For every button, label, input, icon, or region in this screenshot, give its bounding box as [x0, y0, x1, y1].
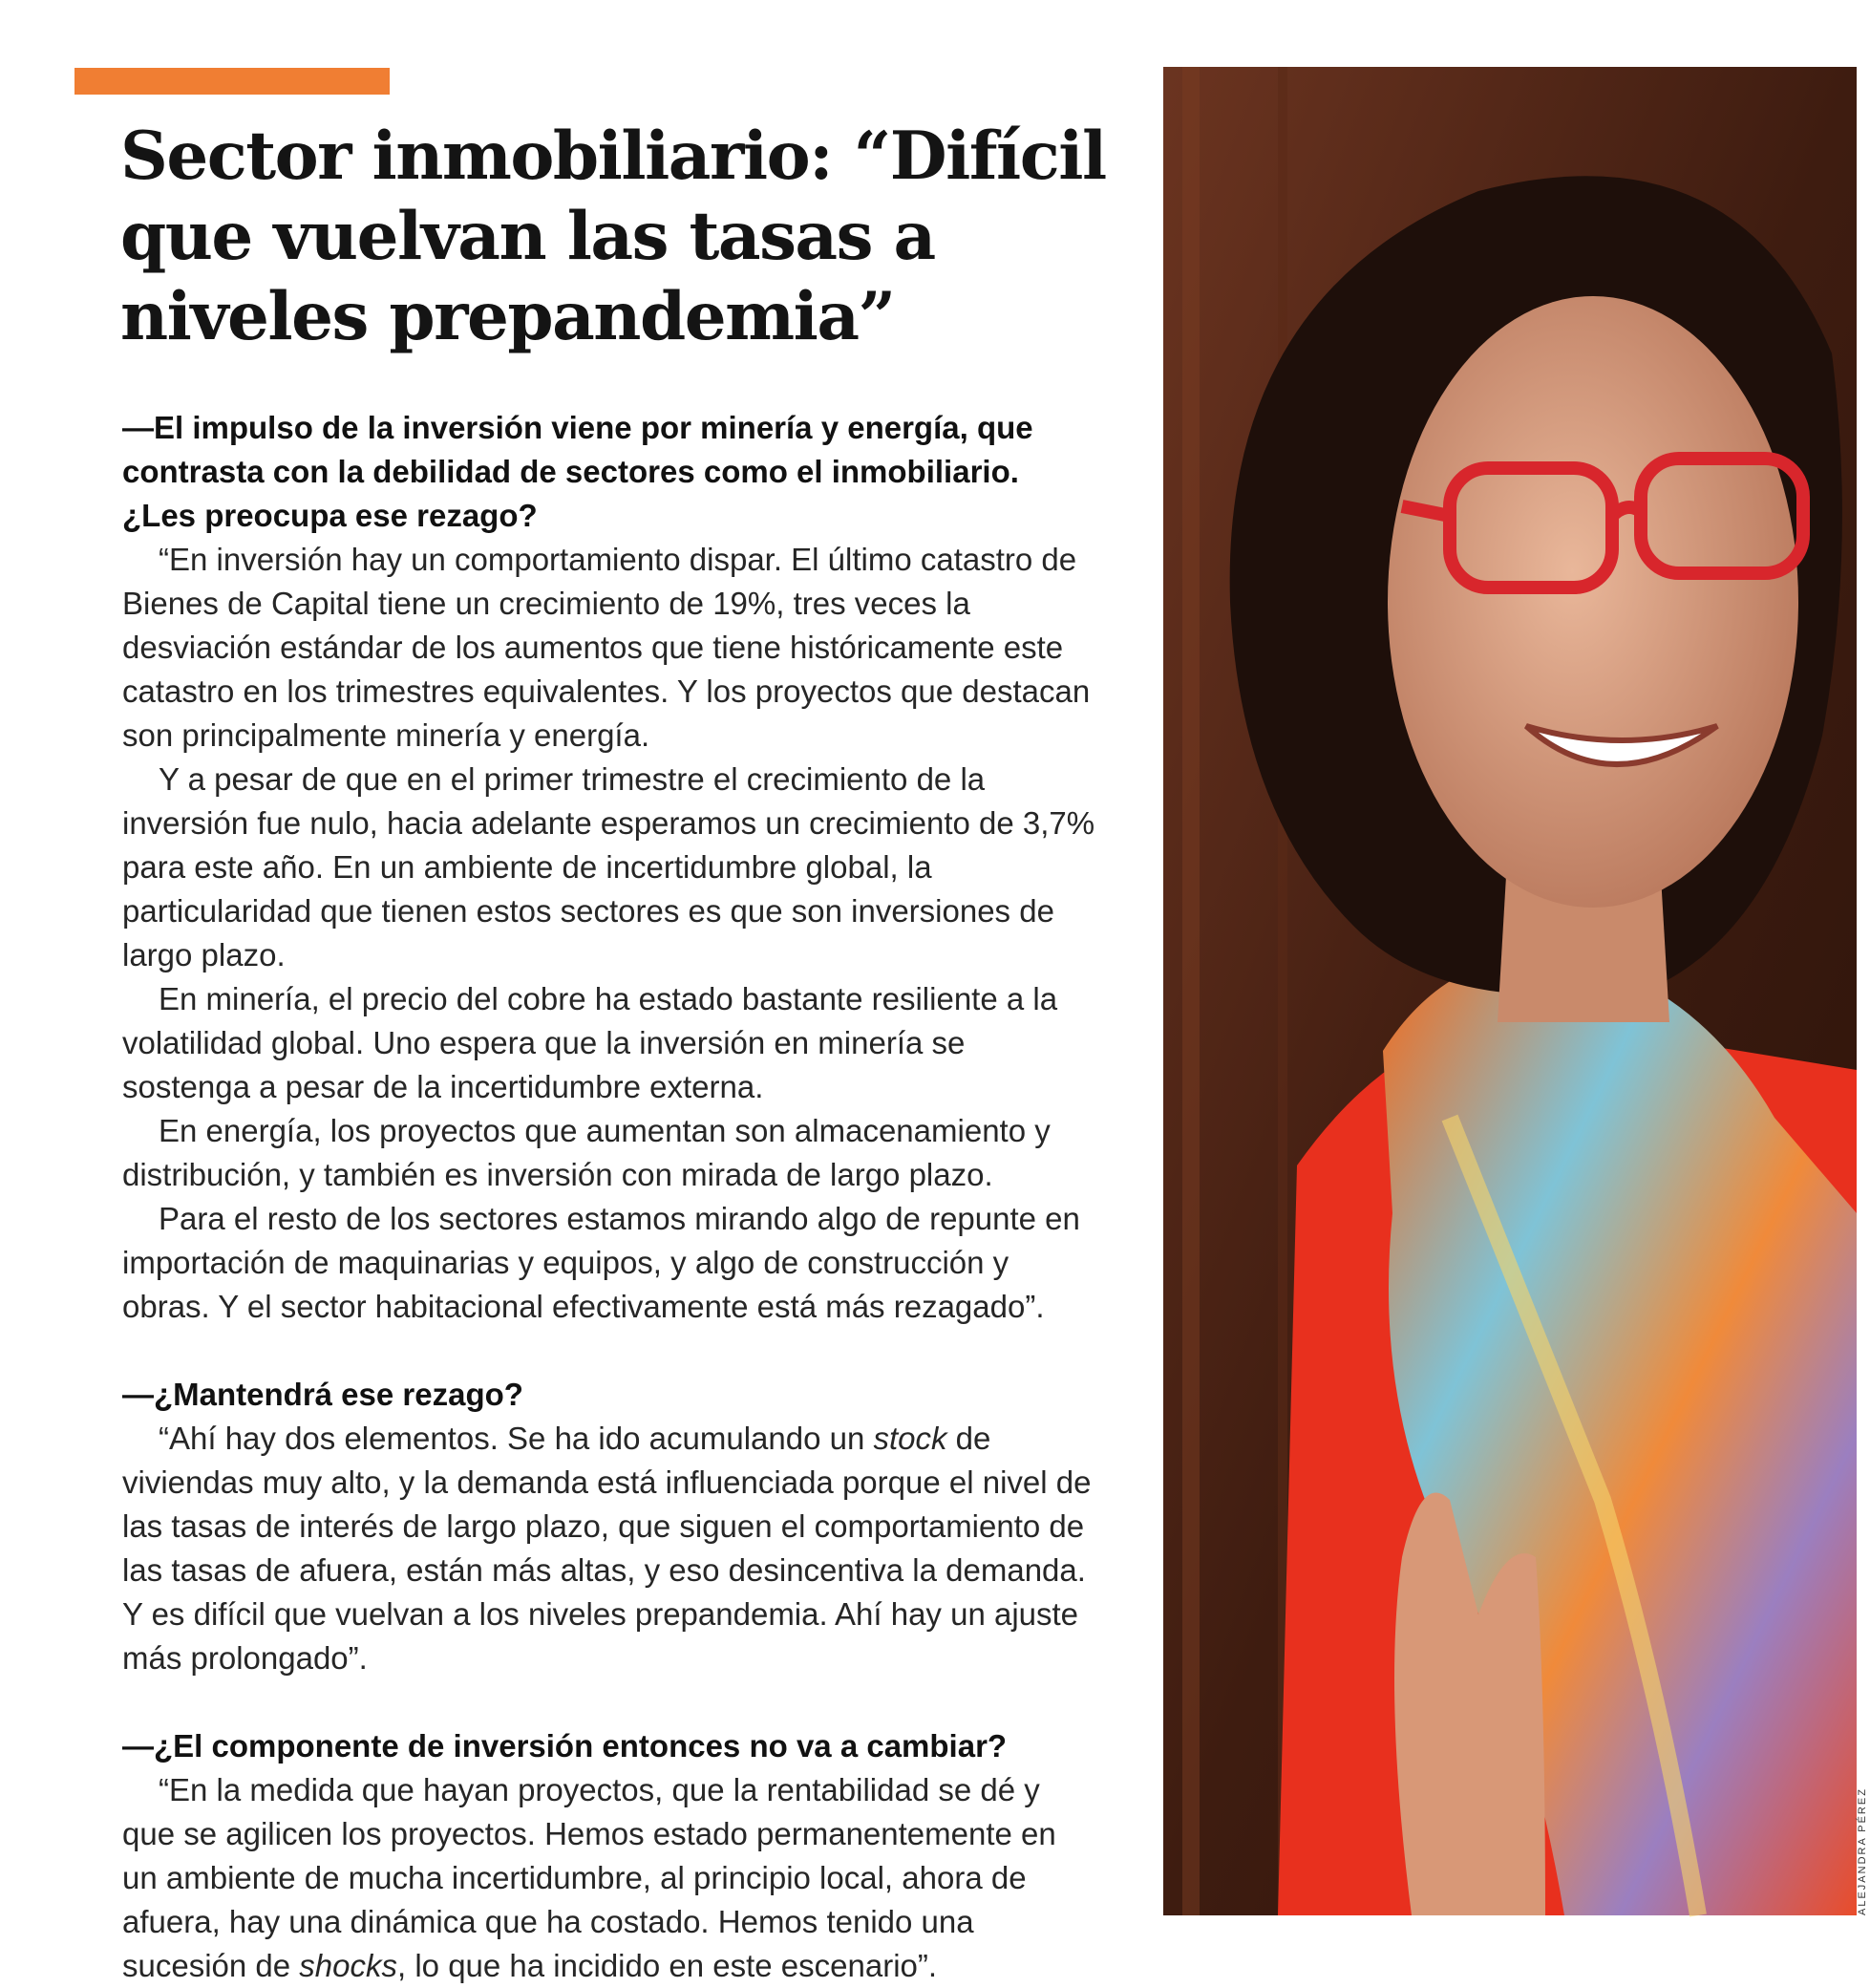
- answer-paragraph: En energía, los proyectos que aumentan son almacenamiento y distribución, y también es inversión con mirada de largo plazo.: [122, 1113, 1051, 1192]
- question-1: —El impulso de la inversión viene por minería y energía, que contrasta con la debilidad de sectores como el inmobiliario. ¿Les preocupa ese rezago?: [122, 410, 1033, 533]
- accent-bar: [74, 68, 390, 95]
- answer-text: , lo que ha incidido en este escenario”.: [397, 1948, 938, 1983]
- answer-paragraph: En minería, el precio del cobre ha estado bastante resiliente a la volatilidad global. Uno espera que la inversión en minería se sostenga a pesar de la incertidumbre externa.: [122, 981, 1058, 1104]
- answer-paragraph: [122, 1417, 1096, 1680]
- answer-paragraph: [122, 1768, 1096, 1988]
- article-body: [122, 406, 1096, 1988]
- portrait-illustration: [1163, 67, 1857, 1915]
- answer-paragraph: Y a pesar de que en el primer trimestre el crecimiento de la inversión fue nulo, hacia adelante esperamos un crecimiento de 3,7% para este año. En un ambiente de incertidumbre global, la particularidad que tienen estos sectores es que son inversiones de largo plazo.: [122, 761, 1095, 973]
- answer-text: “En la medida que hayan proyectos, que la rentabilidad se dé y que se agilicen los proyectos. Hemos estado permanentemente en un ambiente de mucha incertidumbre, al principio local, ahora de afuera, hay una dinámica que ha costado. Hemos tenido una sucesión de: [122, 1772, 1056, 1983]
- question-3: —¿El componente de inversión entonces no va a cambiar?: [122, 1728, 1008, 1764]
- answer-emphasis: stock: [873, 1421, 947, 1456]
- answer-paragraph: Para el resto de los sectores estamos mirando algo de repunte en importación de maquinarias y equipos, y algo de construcción y obras. Y el sector habitacional efectivamente está más rezagado”.: [122, 1201, 1080, 1324]
- question-2: —¿Mantendrá ese rezago?: [122, 1377, 523, 1412]
- photo-credit: ALEJANDRA PÉREZ: [1857, 1787, 1868, 1915]
- portrait-photo: [1163, 67, 1857, 1915]
- answer-text: “Ahí hay dos elementos. Se ha ido acumulando un: [159, 1421, 874, 1456]
- headline: Sector inmobiliario: “Difícil que vuelvan las tasas a niveles prepandemia”: [120, 118, 1106, 355]
- answer-paragraph: “En inversión hay un comportamiento dispar. El último catastro de Bienes de Capital tiene un crecimiento de 19%, tres veces la desviación estándar de los aumentos que tiene históricamente este catastro en los trimestres equivalentes. Y los proyectos que destacan son principalmente minería y energía.: [122, 542, 1091, 753]
- answer-text: de viviendas muy alto, y la demanda está influenciada porque el nivel de las tasas de interés de largo plazo, que siguen el comportamiento de las tasas de afuera, están más altas, y eso desincentiva la demanda. Y es difícil que vuelvan a los niveles prepandemia. Ahí hay un ajuste más prolongado”.: [122, 1421, 1092, 1676]
- answer-emphasis: shocks: [299, 1948, 398, 1983]
